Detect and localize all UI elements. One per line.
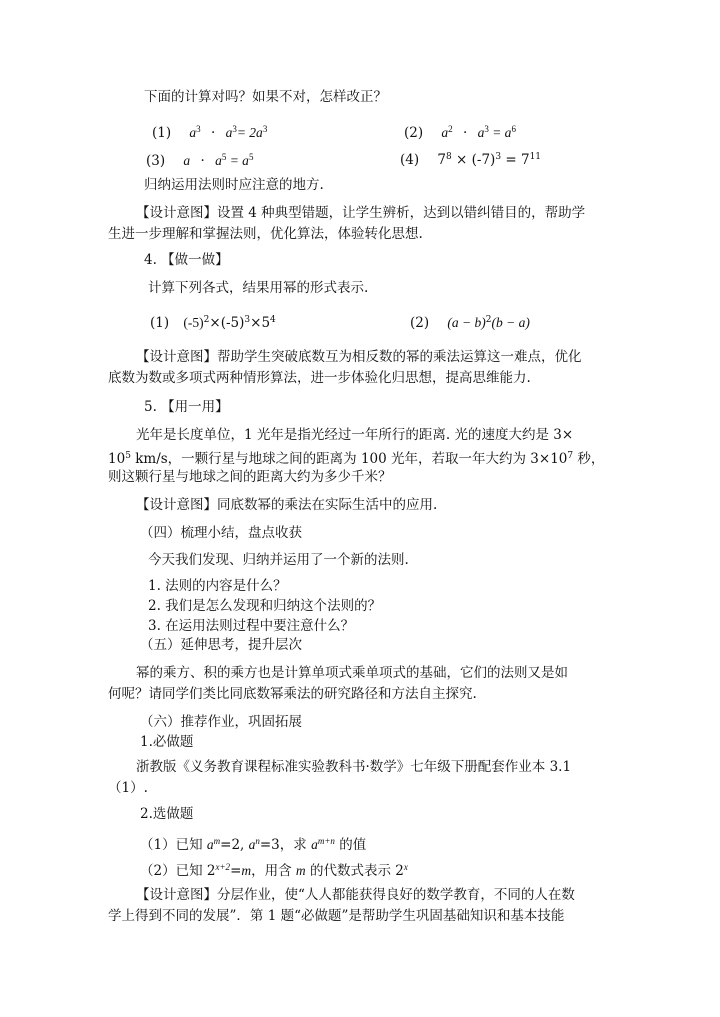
design-intent-1-line-1: 【设计意图】设置 4 种典型错题，让学生辨析，达到以错纠错目的，帮助学 [136,205,586,221]
light-year-problem-line-3: 则这颗行星与地球之间的距离大约为多少千米？ [108,469,392,485]
design-intent-3: 【设计意图】同底数幂的乘法在实际生活中的应用. [136,497,438,513]
light-year-problem-line-2: $10^5$ km/s，一颗行星与地球之间的距离为 100 光年，若取一年大约为 $3\times 10^7$ 秒， [108,451,605,467]
summary-note: 归纳运用法则时应注意的地方. [144,177,324,193]
section-heading-summary: （四）梳理小结，盘点收获 [140,525,302,541]
exercise-1-label: (1) [150,315,170,331]
summary-item-3: 3. 在运用法则过程中要注意什么？ [148,618,355,634]
problem-4-label: (4) [400,152,420,168]
design-intent-4-line-2: 学上得到不同的发展”．第 1 题“必做题”是帮助学生巩固基础知识和基本技能 [108,908,565,924]
optional-question-2: （2）已知 $2^{x+2}=m$，用含 m 的代数式表示 2$^x$ [140,862,408,879]
design-intent-2-line-2: 底数为数或多项式两种情形算法，进一步体验化归思想，提高思维能力. [108,370,531,386]
required-homework-line-1: 浙教版《义务教育课程标准实验教科书·数学》七年级下册配套作业本 3.1 [136,759,572,775]
problem-1: (1) $a^3 \cdot a^3= 2a^3$ [152,124,268,141]
problem-1-label: (1) [152,125,172,141]
design-intent-4-line-1: 【设计意图】分层作业，使“人人都能获得良好的数学教育，不同的人在数 [136,887,575,903]
required-homework-line-2: （1）. [108,780,148,796]
extension-line-1: 幂的乘方、积的乘方也是计算单项式乘单项式的基础，它们的法则又是如 [136,665,568,681]
light-year-problem-line-1: 光年是长度单位，1 光年是指光经过一年所行的距离. 光的速度大约是 3× [136,427,574,443]
summary-item-2: 2. 我们是怎么发现和归纳这个法则的？ [148,598,382,614]
exercise-prompt: 计算下列各式，结果用幂的形式表示. [148,280,369,296]
problem-4: (4) $7^8 \times (-7)^3 = 7^{11}$ [400,152,542,168]
problem-2-label: (2) [404,125,424,141]
problem-3-label: (3) [146,153,166,169]
section-heading-4: 4. 【做一做】 [144,252,229,268]
question-prompt: 下面的计算对吗？如果不对，怎样改正？ [144,89,387,105]
design-intent-2-line-1: 【设计意图】帮助学生突破底数互为相反数的幂的乘法运算这一难点，优化 [136,349,582,365]
exercise-2-label: (2) [410,315,430,331]
optional-homework-heading: 2.选做题 [140,806,194,822]
required-homework-heading: 1.必做题 [140,734,194,750]
exercise-2: (2) $(a - b)^2(b - a)$ [410,315,530,331]
summary-intro: 今天我们发现、归纳并运用了一个新的法则. [148,552,409,568]
problem-2: (2) $a^2 \cdot a^3 = a^6$ [404,124,516,141]
extension-line-2: 何呢？请同学们类比同底数幂乘法的研究路径和方法自主探究. [108,686,477,702]
exercise-1: (1) $(-5)^2\times(-5)^3\times 5^4$ [150,315,276,331]
optional-question-1: （1）已知 $a^m=2$, $a^n=3$，求 $a^{m+n}$ 的值 [140,836,367,853]
section-heading-5: 5. 【用一用】 [144,399,229,415]
design-intent-1-line-2: 生进一步理解和掌握法则，优化算法，体验转化思想. [108,226,423,242]
section-heading-homework: （六）推荐作业，巩固拓展 [140,714,302,730]
summary-item-1: 1. 法则的内容是什么？ [148,578,287,594]
section-heading-extension: （五）延伸思考，提升层次 [140,637,302,653]
problem-3: (3) $a \cdot a^5 = a^5$ [146,152,254,169]
